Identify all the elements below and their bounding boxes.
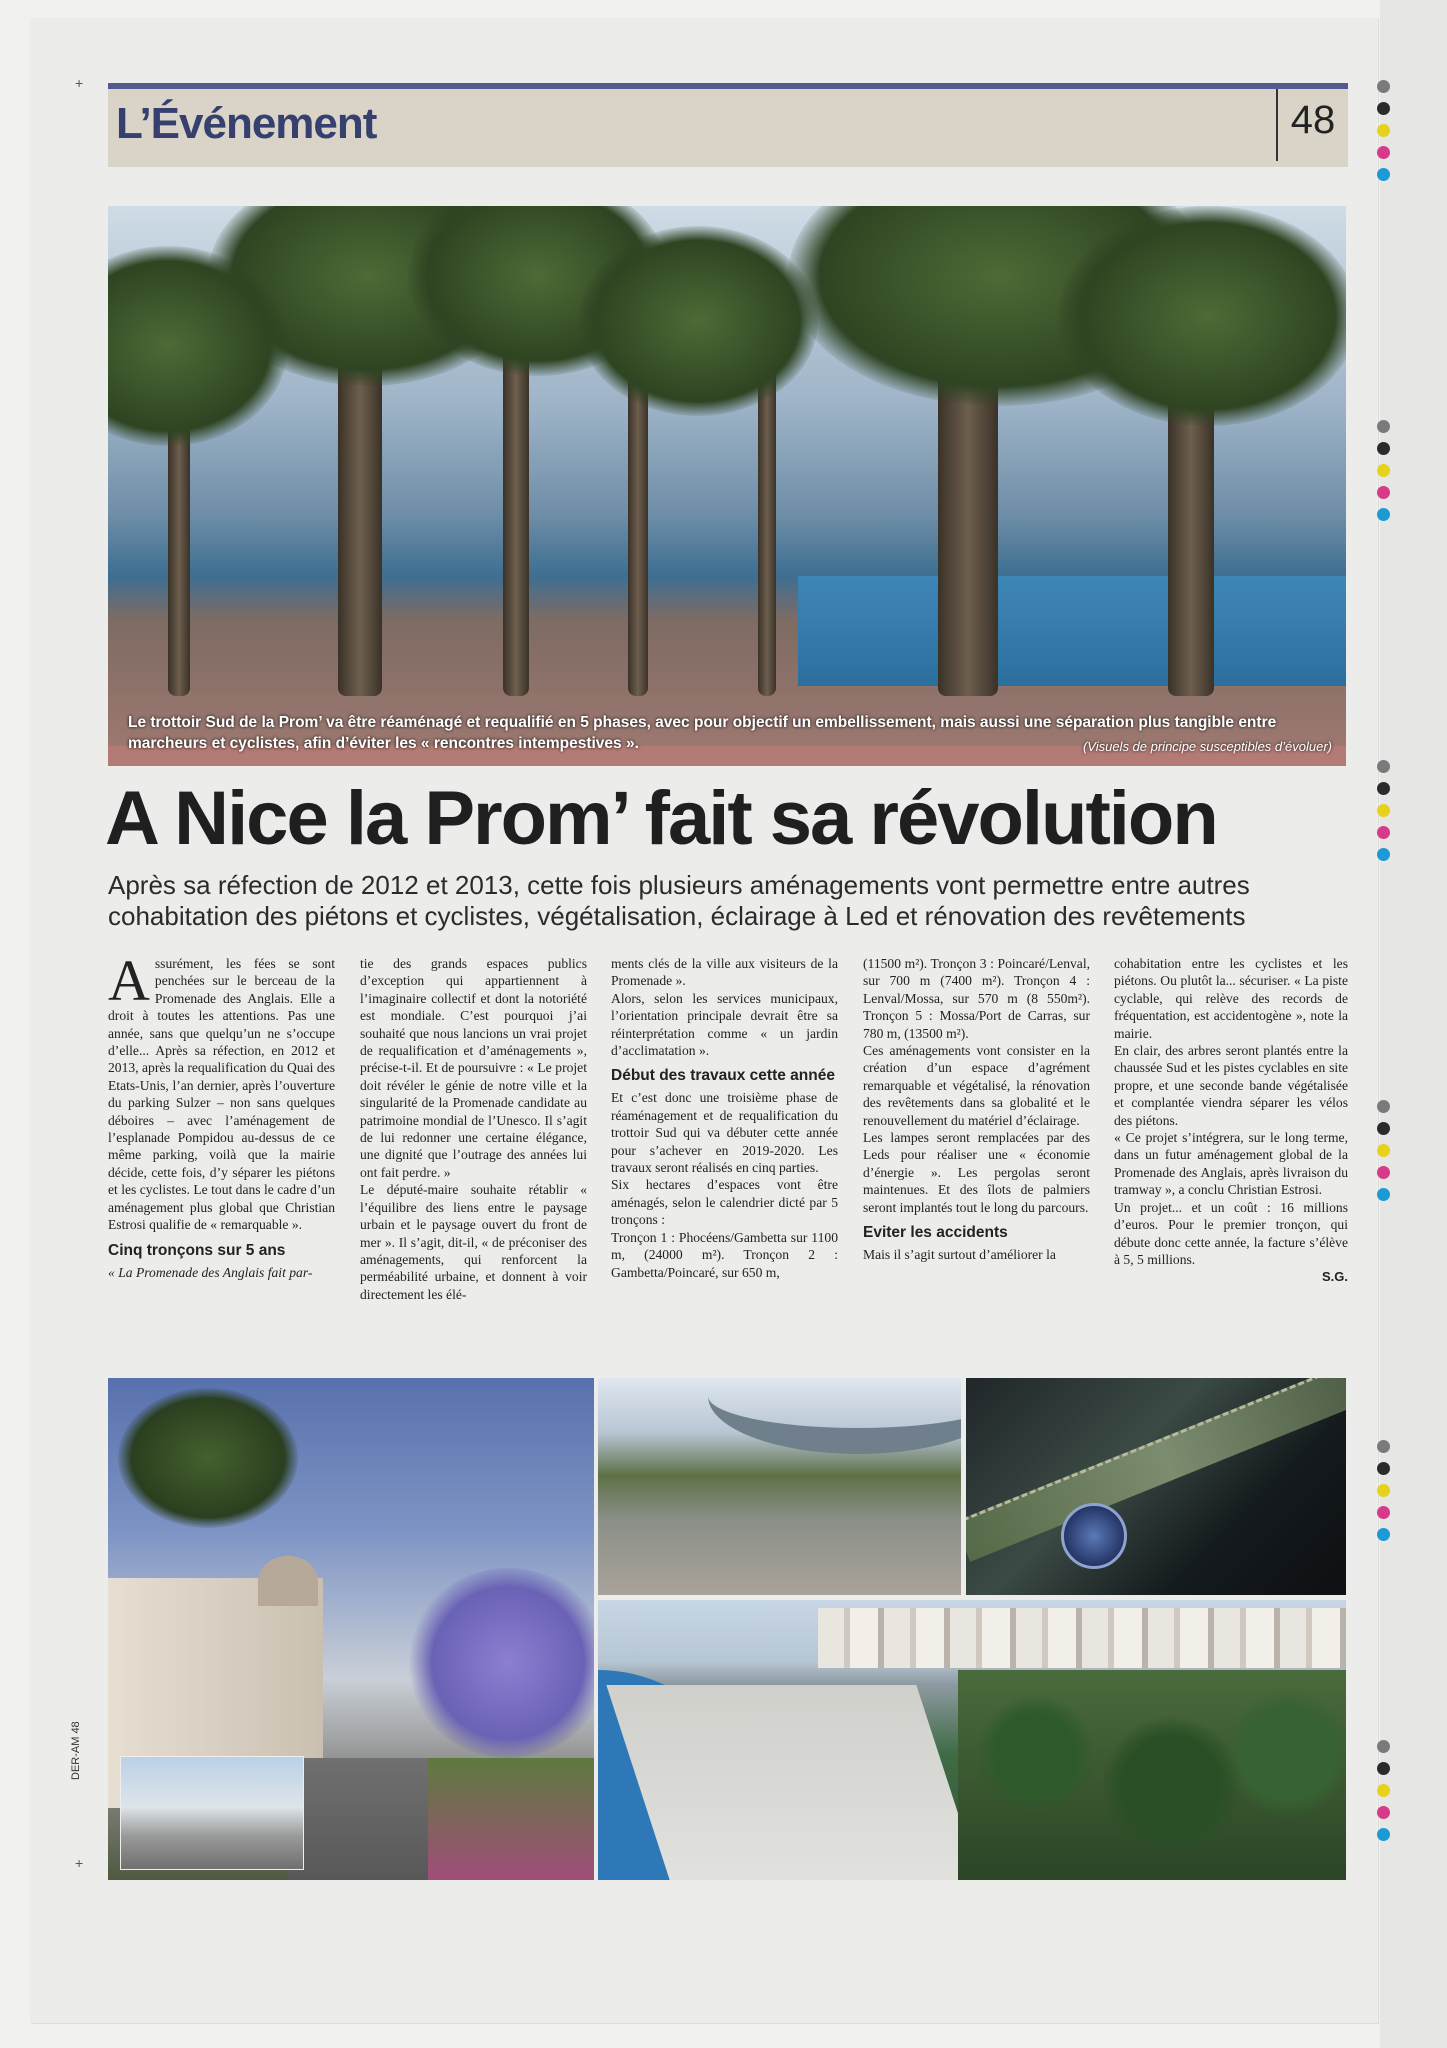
registration-dot (1377, 1762, 1390, 1775)
paragraph: (11500 m²). Tronçon 3 : Poincaré/Lenval, sur 700 m (7400 m²). Tronçon 4 : Lenval/Mossa, sur 570 m (8 550m²). Tronçon 5 : Mossa/Port de Carras, sur 780 m, (13500 m²). (863, 956, 1090, 1041)
registration-dot (1377, 1166, 1390, 1179)
paragraph: cohabitation entre les cyclistes et les piétons. Ou plutôt la... sécuriser. « La piste cyclable, qui relève des records de fréquentation, est accidentogène », note la mairie. (1114, 956, 1348, 1041)
paragraph: ments clés de la ville aux visiteurs de la Promenade ». (611, 956, 838, 989)
photo-negresco-street (108, 1378, 594, 1880)
registration-dot (1377, 1528, 1390, 1541)
paragraph: Un projet... et un coût : 16 millions d’euros. Pour le premier tronçon, qui débute donc cette année, la facture s’élève à 5, 5 millions. (1114, 1199, 1348, 1267)
page-number: 48 (1276, 89, 1348, 161)
jacaranda-tree (408, 1568, 594, 1758)
intertitle: Début des travaux cette année (611, 1067, 835, 1085)
city-buildings (818, 1608, 1346, 1668)
registration-dot (1377, 782, 1390, 795)
registration-dot (1377, 168, 1390, 181)
registration-dot (1377, 1828, 1390, 1841)
inset-photo-current-state (120, 1756, 304, 1870)
registration-dot (1377, 80, 1390, 93)
article-column-2 (360, 955, 587, 1303)
palm-fronds (1058, 206, 1346, 426)
palm-fronds (578, 226, 818, 416)
author-signature: S.G. (1321, 1269, 1348, 1285)
registration-dot (1377, 1440, 1390, 1453)
registration-dot (1377, 1484, 1390, 1497)
article-column-5 (1114, 955, 1348, 1286)
paragraph (108, 1264, 335, 1281)
photo-caption: Le trottoir Sud de la Prom’ va être réaménagé et requalifié en 5 phases, avec pour objectif un embellissement, mais aussi une séparation plus tangible entre marcheurs et cyclistes, afin d’éviter les « rencontres intempestives ». (128, 714, 1277, 752)
pergola-arc (708, 1378, 961, 1454)
paragraph: En clair, des arbres seront plantés entre la chaussée Sud et les pistes cyclables en site propre, et une seconde bande végétalisée et complantée viendra séparer les vélos des piétons. (1114, 1043, 1348, 1128)
paragraph (108, 948, 335, 1234)
scan-margin (1380, 0, 1447, 2048)
registration-dot (1377, 848, 1390, 861)
registration-dot (1377, 1506, 1390, 1519)
registration-dot (1377, 486, 1390, 499)
registration-dot (1377, 1462, 1390, 1475)
article-body (108, 948, 1348, 1345)
paragraph: Les lampes seront remplacées par des Leds pour réaliser une « économie d’énergie ». Les pergolas seront maintenues. Et des îlots de palmiers seront implantés tout le long du parcours. (863, 1130, 1090, 1215)
flower-bed (428, 1758, 594, 1880)
palm-fronds (118, 1388, 298, 1528)
hero-photo (108, 206, 1346, 766)
photo-walkway-pines (598, 1378, 961, 1595)
quote-text: « La Promenade des Anglais fait par- (108, 1264, 313, 1280)
registration-dot (1377, 420, 1390, 433)
photo-aerial-night-plan (966, 1378, 1346, 1595)
intertitle: Cinq tronçons sur 5 ans (108, 1241, 286, 1259)
margin-code: DER-AM 48 (70, 1721, 82, 1780)
crop-mark: + (75, 1855, 84, 1871)
paragraph: Le député-maire souhaite rétablir « l’équilibre des liens entre le paysage urbain et le paysage ouvert du front de mer ». Il s’agit, dit-il, « de préconiser des aménagements, qui renforcent la perméabilité urbaine, et donnent à voir directement les élé- (360, 1182, 587, 1302)
roundabout (1061, 1503, 1127, 1569)
paragraph: Ces aménagements vont consister en la création d’un espace d’agrément remarquable et végétalisé, la rénovation des revêtements dans sa globalité et le renouvellement du matériel d’éclairage. (863, 1043, 1090, 1128)
intertitle: Eviter les accidents (863, 1224, 1008, 1242)
article-headline: A Nice la Prom’ fait sa révolution (105, 776, 1217, 861)
paragraph: Alors, selon les services municipaux, l’orientation principale devrait être sa réinterprétation comme « un jardin d’acclimatation ». (611, 990, 838, 1059)
section-rubric: L’Événement (116, 99, 377, 148)
paragraph: Et c’est donc une troisième phase de réaménagement et de requalification du trottoir Sud qui va débuter cette année pour s’achever en 2019-2020. Les travaux seront réalisés en cinq parties. (611, 1090, 838, 1176)
hotel-dome (258, 1556, 318, 1606)
registration-dot (1377, 1784, 1390, 1797)
article-subhead: Après sa réfection de 2012 et 2013, cette fois plusieurs aménagements vont permettre entre autres cohabitation des piétons et cyclistes, végétalisation, éclairage à Led et rénovation des revêtements (108, 870, 1250, 931)
paragraph: Mais il s’agit surtout d’améliorer la (863, 1247, 1056, 1263)
paragraph-text: ssurément, les fées se sont penchées sur le berceau de la Promenade des Anglais. Elle a droit à toutes les attentions. Pas une année, sans que quelqu’un ne s’occupe d’elle... Après sa réfection, en 2012 et 2013, après la requalification du Quai des Etats-Unis, l’an dernier, après l’ouverture du parking Sulzer – non sans quelques déboires – avec l’aménagement de l’esplanade Pompidou au-dessus de ce même parking, voilà que la mairie décide, cette fois, d’y séparer les piétons et les cyclistes. Le tout dans le cadre d’un aménagement plus global que Christian Estrosi qualifie de « remarquable ». (108, 956, 335, 1233)
article-column-3 (611, 955, 838, 1281)
paragraph: Six hectares d’espaces vont être aménagés, selon le calendrier dicté par 5 tronçons : (611, 1177, 838, 1228)
registration-dot (1377, 760, 1390, 773)
palm-grove (958, 1670, 1346, 1880)
photo-aerial-bay (598, 1600, 1346, 1880)
registration-dot (1377, 1100, 1390, 1113)
registration-dot (1377, 826, 1390, 839)
registration-dot (1377, 1188, 1390, 1201)
registration-dot (1377, 1806, 1390, 1819)
drop-cap: A (108, 948, 150, 1013)
registration-dot (1377, 508, 1390, 521)
article-column-4 (863, 955, 1090, 1264)
crop-mark: + (75, 75, 84, 91)
registration-dot (1377, 1740, 1390, 1753)
paragraph: Tronçon 1 : Phocéens/Gambetta sur 1100 m, (24000 m²). Tronçon 2 : Gambetta/Poincaré, sur 650 m, (611, 1229, 838, 1280)
registration-dot (1377, 1122, 1390, 1135)
registration-dot (1377, 102, 1390, 115)
section-header (108, 83, 1348, 167)
promenade-band (966, 1378, 1346, 1562)
registration-dot (1377, 146, 1390, 159)
beach (606, 1685, 979, 1880)
article-column-1 (108, 948, 335, 1281)
paragraph: tie des grands espaces publics d’exception qui appartiennent à l’imaginaire collectif et dont la notoriété est mondiale. C’est pourquoi j’ai souhaité que nous lancions un vrai projet de requalification et d’aménagements », précise-t-il. Et de poursuivre : « Le projet doit révéler le génie de notre ville et la singularité de la Promenade candidate au patrimoine mondial de l’Unesco. Il s’agit de lui redonner une certaine élégance, une dignité que l’outrage des années lui ont fait perdre. » (360, 956, 587, 1180)
registration-dot (1377, 804, 1390, 817)
sea (798, 576, 1346, 686)
registration-dot (1377, 1144, 1390, 1157)
registration-dot (1377, 464, 1390, 477)
registration-dot (1377, 124, 1390, 137)
photo-credit: (Visuels de principe susceptibles d’évoluer) (1082, 739, 1332, 754)
registration-dot (1377, 442, 1390, 455)
paragraph: « Ce projet s’intégrera, sur le long terme, dans un futur aménagement global de la Promenade des Anglais, après livraison du tramway », a conclu Christian Estrosi. (1114, 1130, 1348, 1198)
